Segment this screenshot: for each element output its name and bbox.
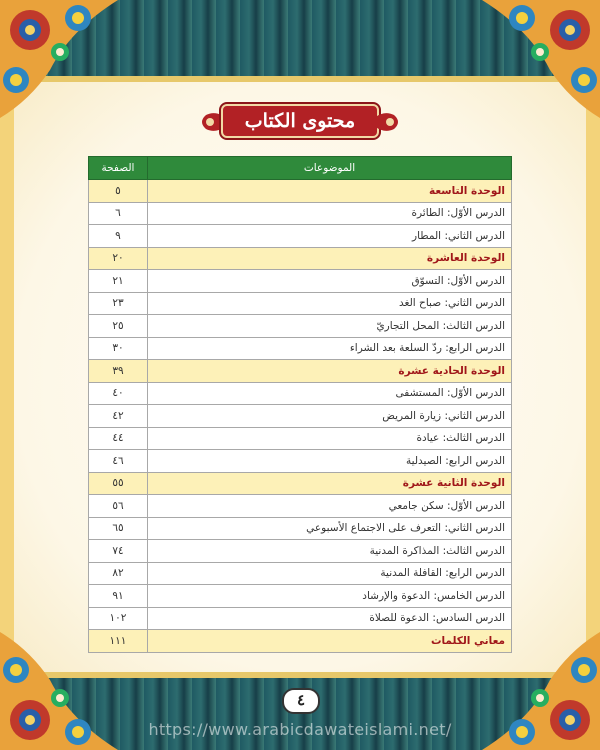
row-page: ٦ <box>89 202 148 225</box>
row-page: ٣٠ <box>89 337 148 360</box>
page-title: محتوى الكتاب <box>221 104 379 138</box>
row-topic: معاني الكلمات <box>148 630 512 653</box>
lesson-row <box>89 450 512 473</box>
lesson-row <box>89 382 512 405</box>
lesson-row <box>89 337 512 360</box>
row-page: ٨٢ <box>89 562 148 585</box>
row-page: ٤٦ <box>89 450 148 473</box>
row-page: ٣٩ <box>89 360 148 383</box>
row-topic: الدرس الثالث: عيادة <box>148 427 512 450</box>
lesson-row <box>89 540 512 563</box>
title-ornament-icon <box>370 109 402 135</box>
watermark-url: https://www.arabicdawateislami.net/ <box>148 720 452 739</box>
row-topic: الوحدة الحادية عشرة <box>148 360 512 383</box>
contents-table <box>88 156 512 653</box>
unit-row <box>89 360 512 383</box>
row-page: ٤٤ <box>89 427 148 450</box>
unit-row <box>89 472 512 495</box>
row-topic: الدرس الثالث: المذاكرة المدنية <box>148 540 512 563</box>
lesson-row <box>89 517 512 540</box>
row-topic: الدرس الخامس: الدعوة والإرشاد <box>148 585 512 608</box>
lesson-row <box>89 427 512 450</box>
table-body <box>89 180 512 653</box>
row-page: ٥٦ <box>89 495 148 518</box>
row-topic: الدرس الرابع: القافلة المدنية <box>148 562 512 585</box>
row-page: ١٠٢ <box>89 607 148 630</box>
row-topic: الدرس الأوّل: الطائرة <box>148 202 512 225</box>
lesson-row <box>89 495 512 518</box>
row-page: ٤٢ <box>89 405 148 428</box>
row-page: ٢٠ <box>89 247 148 270</box>
row-page: ٢٣ <box>89 292 148 315</box>
row-topic: الدرس الثاني: التعرف على الاجتماع الأسبوعي <box>148 517 512 540</box>
row-page: ٢٥ <box>89 315 148 338</box>
unit-row <box>89 630 512 653</box>
row-topic: الدرس الثاني: المطار <box>148 225 512 248</box>
lesson-row <box>89 562 512 585</box>
row-topic: الدرس الثاني: صباح الغد <box>148 292 512 315</box>
row-topic: الدرس السادس: الدعوة للصلاة <box>148 607 512 630</box>
unit-row <box>89 247 512 270</box>
row-page: ٢١ <box>89 270 148 293</box>
row-page: ٦٥ <box>89 517 148 540</box>
lesson-row <box>89 292 512 315</box>
lesson-row <box>89 202 512 225</box>
row-topic: الدرس الأوّل: المستشفى <box>148 382 512 405</box>
row-topic: الدرس الرابع: ردّ السلعة بعد الشراء <box>148 337 512 360</box>
row-page: ٥٥ <box>89 472 148 495</box>
lesson-row <box>89 585 512 608</box>
lesson-row <box>89 225 512 248</box>
row-topic: الدرس الثاني: زيارة المريض <box>148 405 512 428</box>
row-page: ٩ <box>89 225 148 248</box>
title-banner <box>0 100 600 144</box>
lesson-row <box>89 270 512 293</box>
row-topic: الوحدة العاشرة <box>148 247 512 270</box>
row-page: ٥ <box>89 180 148 203</box>
row-topic: الدرس الرابع: الصيدلية <box>148 450 512 473</box>
header-page: الصفحة <box>89 157 148 180</box>
row-page: ٤٠ <box>89 382 148 405</box>
row-topic: الدرس الأوّل: سكن جامعي <box>148 495 512 518</box>
row-page: ٩١ <box>89 585 148 608</box>
row-topic: الوحدة الثانية عشرة <box>148 472 512 495</box>
lesson-row <box>89 315 512 338</box>
row-page: ١١١ <box>89 630 148 653</box>
lesson-row <box>89 607 512 630</box>
row-topic: الوحدة التاسعة <box>148 180 512 203</box>
unit-row <box>89 180 512 203</box>
page-number: ٤ <box>282 688 320 714</box>
lesson-row <box>89 405 512 428</box>
row-page: ٧٤ <box>89 540 148 563</box>
row-topic: الدرس الأوّل: التسوّق <box>148 270 512 293</box>
header-topics: الموضوعات <box>148 157 512 180</box>
row-topic: الدرس الثالث: المحل التجاريّ <box>148 315 512 338</box>
table-header-row <box>89 157 512 180</box>
